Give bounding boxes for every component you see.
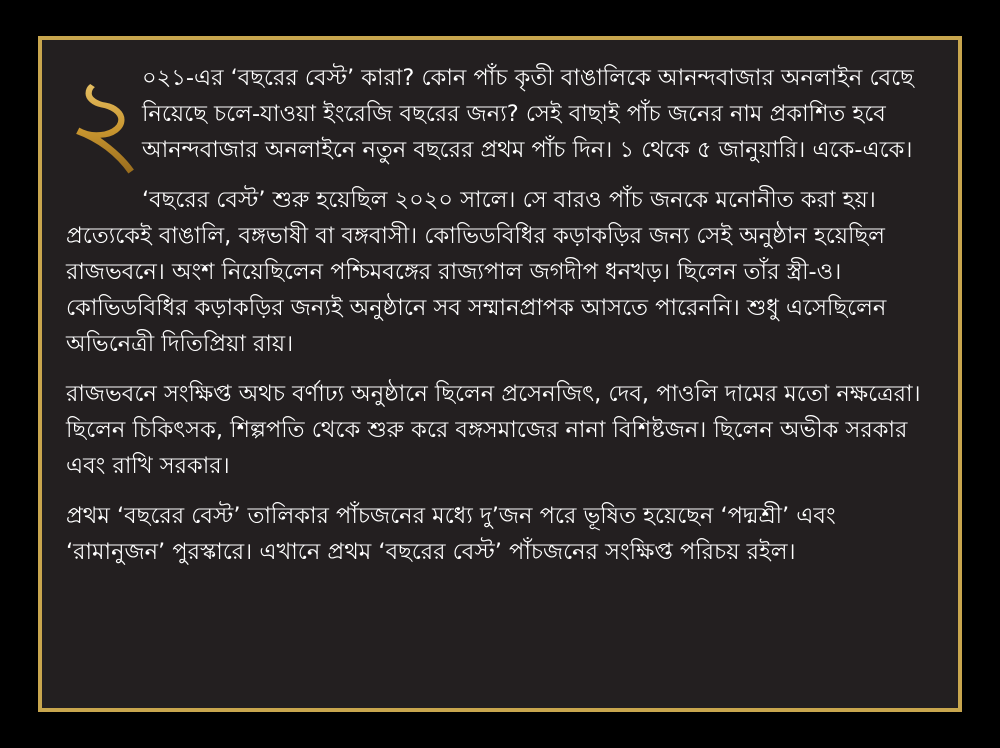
- article-body: [66, 52, 934, 584]
- article-frame: [38, 36, 962, 712]
- paragraph-4: প্রথম ‘বছরের বেস্ট’ তালিকার পাঁচজনের মধ্যে দু’জন পরে ভূষিত হয়েছেন ‘পদ্মশ্রী’ এবং ‘রামানুজন’ পুরস্কারে। এখানে প্রথম ‘বছরের বেস্ট’ পাঁচজনের সংক্ষিপ্ত পরিচয় রইল।: [66, 503, 836, 565]
- paragraph-3: রাজভবনে সংক্ষিপ্ত অথচ বর্ণাঢ্য অনুষ্ঠানে ছিলেন প্রসেনজিৎ, দেব, পাওলি দামের মতো নক্ষত্রেরা। ছিলেন চিকিৎসক, শিল্পপতি থেকে শুরু করে বঙ্গসমাজের নানা বিশিষ্টজন। ছিলেন অভীক সরকার এবং রাখি সরকার।: [66, 381, 921, 479]
- paragraph-1-text: ০২১-এর ‘বছরের বেস্ট’ কারা? কোন পাঁচ কৃতী বাঙালিকে আনন্দবাজার অনলাইন বেছে নিয়েছে চলে-যাওয়া ইংরেজি বছরের জন্য? সেই বাছাই পাঁচ জনের নাম প্রকাশিত হবে আনন্দবাজার অনলাইনে নতুন বছরের প্রথম পাঁচ দিন। ১ থেকে ৫ জানুয়ারি। একে-একে।: [142, 65, 914, 163]
- paragraph-1: [66, 52, 934, 191]
- paragraph-2: ‘বছরের বেস্ট’ শুরু হয়েছিল ২০২০ সালে। সে বারও পাঁচ জনকে মনোনীত করা হয়। প্রত্যেকেই বাঙালি, বঙ্গভাষী বা বঙ্গবাসী। কোভিডবিধির কড়াকড়ির জন্য সেই অনুষ্ঠান হয়েছিল রাজভবনে। অংশ নিয়েছিলেন পশ্চিমবঙ্গের রাজ্যপাল জগদীপ ধনখড়। ছিলেন তাঁর স্ত্রী-ও। কোভিডবিধির কড়াকড়ির জন্যই অনুষ্ঠানে সব সম্মানপ্রাপক আসতে পারেননি। শুধু এসেছিলেন অভিনেত্রী দিতিপ্রিয়া রায়।: [66, 187, 887, 357]
- drop-cap: ২: [66, 52, 145, 191]
